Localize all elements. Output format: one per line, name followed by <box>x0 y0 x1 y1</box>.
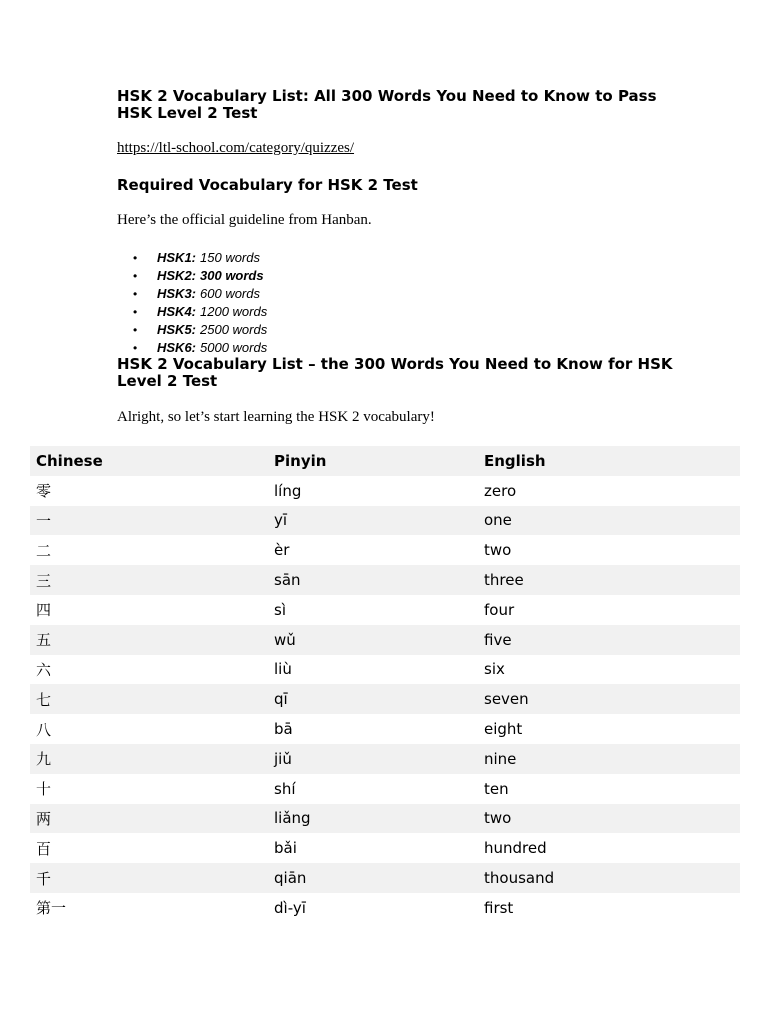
bullet-icon: • <box>133 323 138 337</box>
table-row <box>30 744 740 774</box>
cell-pinyin: bā <box>274 720 293 739</box>
cell-chinese: 九 <box>36 750 52 769</box>
cell-english: seven <box>484 690 529 709</box>
vocabulary-table <box>30 446 740 923</box>
cell-pinyin: shí <box>274 779 296 798</box>
cell-pinyin: wǔ <box>274 630 296 649</box>
hsk-level-count: 600 words <box>200 286 260 301</box>
table-header-row <box>30 446 740 476</box>
cell-english: zero <box>484 481 517 500</box>
cell-pinyin: líng <box>274 481 302 500</box>
hsk-level-label: HSK2: <box>157 268 197 283</box>
hsk-level-count: 5000 words <box>200 340 268 355</box>
table-row <box>30 655 740 685</box>
cell-english: eight <box>484 720 523 739</box>
cell-chinese: 七 <box>36 690 52 709</box>
cell-chinese: 四 <box>36 601 52 620</box>
hsk-level-label: HSK4: <box>157 304 197 319</box>
column-header-pinyin: Pinyin <box>274 451 327 470</box>
cell-chinese: 三 <box>36 571 52 590</box>
cell-pinyin: jiǔ <box>274 749 292 768</box>
table-row <box>30 535 740 565</box>
hsk-level-label: HSK5: <box>157 322 197 337</box>
cell-english: ten <box>484 779 509 798</box>
table-row <box>30 774 740 804</box>
cell-pinyin: dì-yī <box>274 898 306 917</box>
cell-english: six <box>484 660 505 679</box>
section-heading-required-vocabulary: Required Vocabulary for HSK 2 Test <box>117 176 418 194</box>
cell-pinyin: qiān <box>274 869 307 888</box>
cell-pinyin: liù <box>274 660 292 679</box>
hsk-level-label: HSK3: <box>157 286 197 301</box>
hsk-level-item <box>133 321 267 339</box>
document-title: HSK 2 Vocabulary List: All 300 Words You Need to Know to Pass HSK Level 2 Test <box>117 87 657 122</box>
vocabulary-intro-text: Alright, so let’s start learning the HSK 2 vocabulary! <box>117 409 435 425</box>
table-row <box>30 684 740 714</box>
column-header-chinese: Chinese <box>36 451 103 470</box>
table-row <box>30 863 740 893</box>
hsk-level-label: HSK1: <box>157 250 197 265</box>
hsk-level-count: 2500 words <box>200 322 268 337</box>
cell-chinese: 零 <box>36 482 52 501</box>
cell-chinese: 五 <box>36 631 52 650</box>
table-row <box>30 804 740 834</box>
source-link[interactable]: https://ltl-school.com/category/quizzes/ <box>117 140 355 156</box>
hsk-level-count: 1200 words <box>200 304 268 319</box>
cell-pinyin: qī <box>274 690 288 709</box>
cell-english: one <box>484 511 512 530</box>
cell-chinese: 第一 <box>36 899 67 918</box>
cell-chinese: 两 <box>36 809 52 828</box>
cell-english: first <box>484 898 514 917</box>
bullet-icon: • <box>133 269 138 283</box>
hsk-level-count: 300 words <box>200 268 264 283</box>
bullet-icon: • <box>133 251 138 265</box>
cell-chinese: 千 <box>36 869 52 888</box>
hsk-level-item <box>133 303 267 321</box>
cell-pinyin: sān <box>274 571 301 590</box>
guideline-intro-text: Here’s the official guideline from Hanban. <box>117 212 372 228</box>
table-row <box>30 893 740 923</box>
bullet-icon: • <box>133 287 138 301</box>
cell-english: three <box>484 571 524 590</box>
table-row <box>30 625 740 655</box>
cell-chinese: 一 <box>36 511 52 530</box>
cell-english: five <box>484 630 512 649</box>
hsk-level-item <box>133 285 267 303</box>
column-header-english: English <box>484 451 546 470</box>
cell-chinese: 二 <box>36 541 52 560</box>
hsk-level-label: HSK6: <box>157 340 197 355</box>
bullet-icon: • <box>133 305 138 319</box>
table-row <box>30 565 740 595</box>
cell-chinese: 八 <box>36 720 52 739</box>
cell-pinyin: èr <box>274 541 290 560</box>
table-row <box>30 476 740 506</box>
bullet-icon: • <box>133 341 138 355</box>
hsk-level-item <box>133 249 267 267</box>
cell-english: thousand <box>484 869 555 888</box>
vocabulary-table-body <box>30 476 740 923</box>
section-heading-vocabulary-list: HSK 2 Vocabulary List – the 300 Words You Need to Know for HSK Level 2 Test <box>117 355 673 390</box>
hsk-level-item <box>133 267 267 285</box>
cell-english: four <box>484 600 515 619</box>
cell-pinyin: sì <box>274 600 286 619</box>
cell-english: two <box>484 541 512 560</box>
cell-chinese: 六 <box>36 660 52 679</box>
hsk-levels-list <box>133 249 267 357</box>
cell-pinyin: bǎi <box>274 839 297 858</box>
table-row <box>30 595 740 625</box>
table-row <box>30 714 740 744</box>
cell-english: hundred <box>484 839 547 858</box>
cell-chinese: 百 <box>36 839 52 858</box>
cell-english: two <box>484 809 512 828</box>
cell-pinyin: liǎng <box>274 809 311 828</box>
hsk-level-count: 150 words <box>200 250 260 265</box>
cell-english: nine <box>484 749 517 768</box>
table-row <box>30 506 740 536</box>
cell-chinese: 十 <box>36 780 52 799</box>
table-row <box>30 833 740 863</box>
cell-pinyin: yī <box>274 511 288 530</box>
